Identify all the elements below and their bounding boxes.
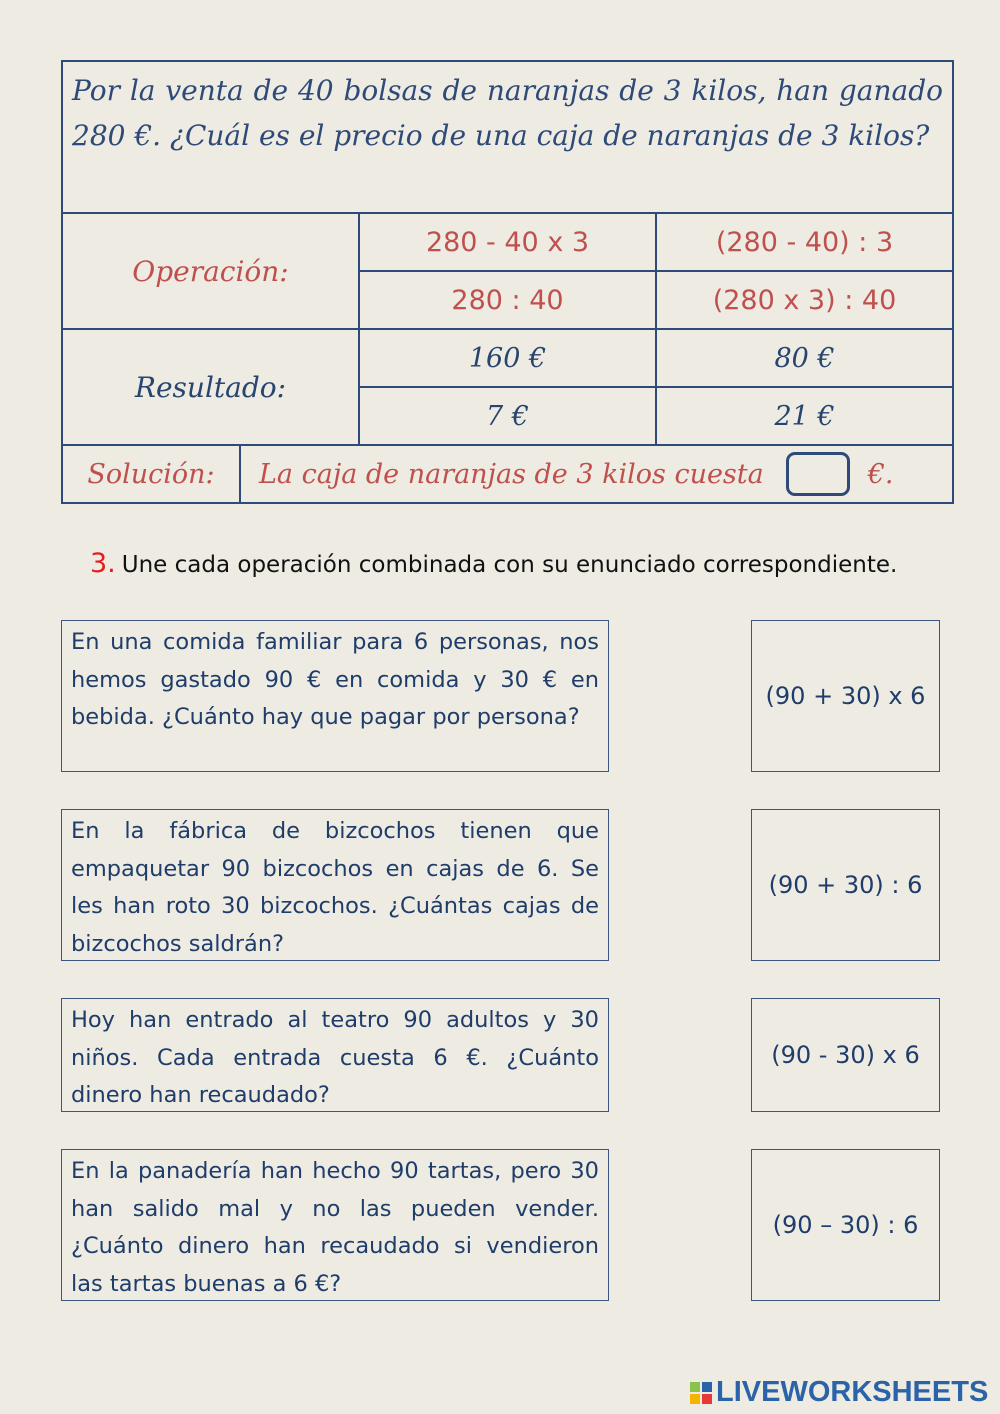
- result-option[interactable]: 160 €: [360, 330, 657, 388]
- operation-box-1[interactable]: (90 + 30) x 6: [751, 620, 940, 772]
- exercise-3-title: [90, 548, 897, 579]
- operation-option[interactable]: (280 - 40) : 3: [657, 214, 952, 272]
- operation-box-2[interactable]: (90 + 30) : 6: [751, 809, 940, 961]
- statement-box-2[interactable]: En la fábrica de bizcochos tienen que empaquetar 90 bizcochos en cajas de 6. Se les han roto 30 bizcochos. ¿Cuántas cajas de bizcochos saldrán?: [61, 809, 609, 961]
- exercise-instruction: Une cada operación combinada con su enunciado correspondiente.: [121, 552, 898, 578]
- logo-text: LIVEWORKSHEETS: [716, 1376, 989, 1408]
- exercise-number: 3.: [90, 548, 116, 579]
- operation-box-4[interactable]: (90 – 30) : 6: [751, 1149, 940, 1301]
- solution-text: La caja de naranjas de 3 kilos cuesta: [259, 458, 764, 490]
- resultado-label: Resultado:: [63, 330, 360, 446]
- result-option[interactable]: 7 €: [360, 388, 657, 446]
- statement-box-4[interactable]: En la panadería han hecho 90 tartas, pero 30 han salido mal y no las pueden vender. ¿Cuánto dinero han recaudado si vendieron las tartas buenas a 6 €?: [61, 1149, 609, 1301]
- operation-option[interactable]: (280 x 3) : 40: [657, 272, 952, 330]
- answer-input-box[interactable]: [786, 452, 850, 496]
- statement-box-3[interactable]: Hoy han entrado al teatro 90 adultos y 30 niños. Cada entrada cuesta 6 €. ¿Cuánto dinero han recaudado?: [61, 998, 609, 1112]
- problem-table: [61, 60, 954, 504]
- liveworksheets-logo: [690, 1376, 988, 1409]
- operations-grid: [63, 214, 952, 446]
- solution-sentence: [241, 446, 952, 502]
- problem-statement: Por la venta de 40 bolsas de naranjas de 3 kilos, han ganado 280 €. ¿Cuál es el precio de una caja de naranjas de 3 kilos?: [63, 62, 952, 214]
- operacion-label: Operación:: [63, 214, 360, 330]
- logo-icon: [690, 1382, 712, 1404]
- result-option[interactable]: 80 €: [657, 330, 952, 388]
- solution-row: [63, 446, 952, 502]
- solution-unit: €.: [867, 458, 894, 490]
- statement-box-1[interactable]: En una comida familiar para 6 personas, nos hemos gastado 90 € en comida y 30 € en bebida. ¿Cuánto hay que pagar por persona?: [61, 620, 609, 772]
- operation-option[interactable]: 280 - 40 x 3: [360, 214, 657, 272]
- solucion-label: Solución:: [63, 446, 241, 502]
- operation-option[interactable]: 280 : 40: [360, 272, 657, 330]
- operation-box-3[interactable]: (90 - 30) x 6: [751, 998, 940, 1112]
- result-option[interactable]: 21 €: [657, 388, 952, 446]
